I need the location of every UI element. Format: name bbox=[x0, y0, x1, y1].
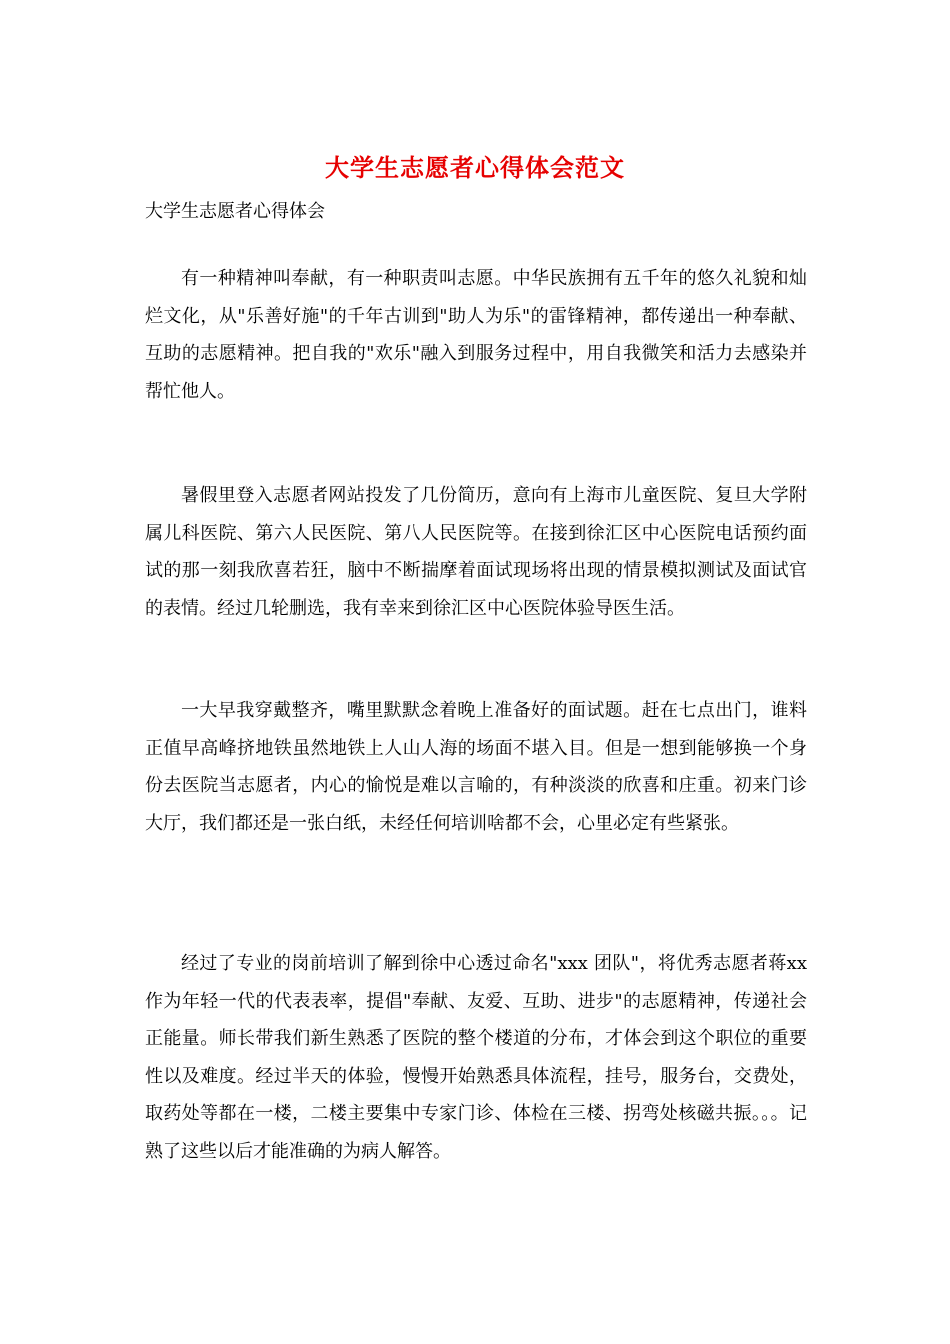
paragraph: 一大早我穿戴整齐，嘴里默默念着晚上准备好的面试题。赶在七点出门，谁料正值早高峰挤地铁虽然地铁上人山人海的场面不堪入目。但是一想到能够换一个身份去医院当志愿者，内心的愉悦是难以言喻的，有种淡淡的欣喜和庄重。初来门诊大厅，我们都还是一张白纸，未经任何培训啥都不会，心里必定有些紧张。 bbox=[145, 700, 807, 834]
paragraph: 有一种精神叫奉献，有一种职责叫志愿。中华民族拥有五千年的悠久礼貌和灿烂文化，从"乐善好施"的千年古训到"助人为乐"的雷锋精神，都传递出一种奉献、互助的志愿精神。把自我的"欢乐"融入到服务过程中，用自我微笑和活力去感染并帮忙他人。 bbox=[145, 268, 807, 402]
document-title: 大学生志愿者心得体会范文 bbox=[325, 153, 625, 182]
paragraph: 暑假里登入志愿者网站投发了几份简历，意向有上海市儿童医院、复旦大学附属儿科医院、第六人民医院、第八人民医院等。在接到徐汇区中心医院电话预约面试的那一刻我欣喜若狂，脑中不断揣摩着面试现场将出现的情景模拟测试及面试官的表情。经过几轮删选，我有幸来到徐汇区中心医院体验导医生活。 bbox=[145, 485, 807, 619]
paragraph: 经过了专业的岗前培训了解到徐中心透过命名"xxx 团队"，将优秀志愿者蒋xx 作为年轻一代的代表表率，提倡"奉献、友爱、互助、进步"的志愿精神，传递社会正能量。师长带我们新生熟悉了医院的整个楼道的分布，才体会到这个职位的重要性以及难度。经过半天的体验，慢慢开始熟悉具体流程，挂号，服务台，交费处，取药处等都在一楼，二楼主要集中专家门诊、体检在三楼、拐弯处核磁共振。。。记熟了这些以后才能准确的为病人解答。 bbox=[145, 953, 807, 1162]
document-subtitle: 大学生志愿者心得体会 bbox=[145, 201, 325, 222]
